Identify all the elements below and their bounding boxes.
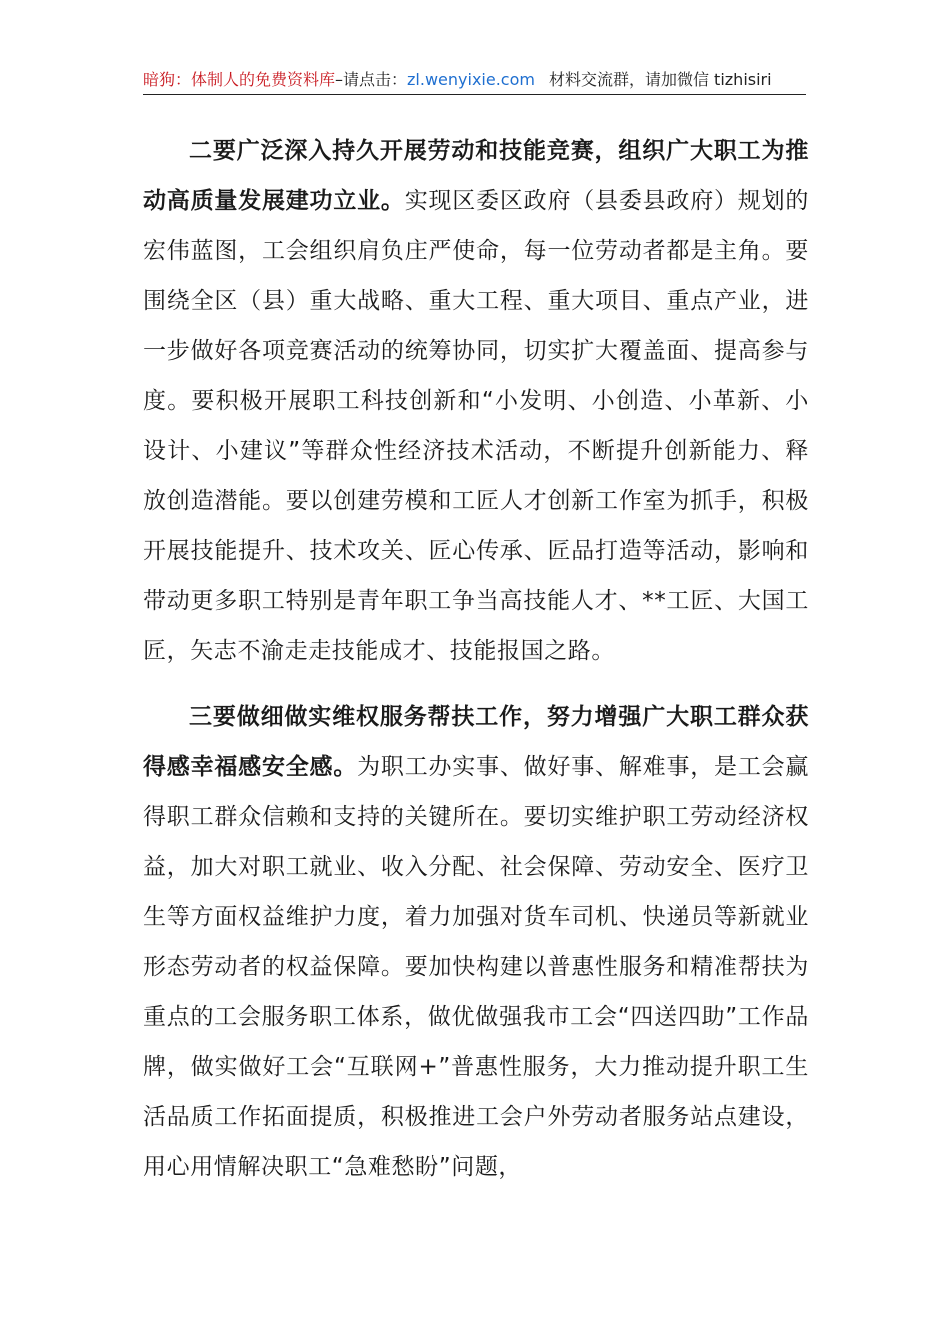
document-body [143, 126, 809, 1208]
page-header [143, 66, 806, 95]
header-prompt: –请点击： [335, 70, 408, 89]
paragraph-3 [143, 692, 809, 1192]
header-brand-link[interactable]: 暗狗：体制人的免费资料库 [143, 70, 336, 89]
paragraph-2-lead: 二要广泛深入持久开展劳动和技能竞赛，组织广大职工为推动高质量发展建功立业。 [143, 138, 809, 214]
paragraph-2 [143, 126, 809, 676]
header-url-link[interactable]: zl.wenyixie.com [407, 70, 535, 89]
header-note: 材料交流群，请加微信 tizhisiri [548, 70, 772, 89]
paragraph-3-body: 为职工办实事、做好事、解难事，是工会赢得职工群众信赖和支持的关键所在。要切实维护职工劳动经济权益，加大对职工就业、收入分配、社会保障、劳动安全、医疗卫生等方面权益维护力度，着力加强对货车司机、快递员等新就业形态劳动者的权益保障。要加快构建以普惠性服务和精准帮扶为重点的工会服务职工体系，做优做强我市工会“四送四助”工作品牌，做实做好工会“互联网+”普惠性服务，大力推动提升职工生活品质工作拓面提质，积极推进工会户外劳动者服务站点建设，用心用情解决职工“急难愁盼”问题， [143, 754, 809, 1180]
paragraph-3-lead: 三要做细做实维权服务帮扶工作，努力增强广大职工群众获得感幸福感安全感。 [143, 704, 809, 780]
paragraph-2-body: 实现区委区政府（县委县政府）规划的宏伟蓝图，工会组织肩负庄严使命，每一位劳动者都是主角。要围绕全区（县）重大战略、重大工程、重大项目、重点产业，进一步做好各项竞赛活动的统筹协同，切实扩大覆盖面、提高参与度。要积极开展职工科技创新和“小发明、小创造、小革新、小设计、小建议”等群众性经济技术活动，不断提升创新能力、释放创造潜能。要以创建劳模和工匠人才创新工作室为抓手，积极开展技能提升、技术攻关、匠心传承、匠品打造等活动，影响和带动更多职工特别是青年职工争当高技能人才、**工匠、大国工匠，矢志不渝走走技能成才、技能报国之路。 [143, 188, 809, 664]
